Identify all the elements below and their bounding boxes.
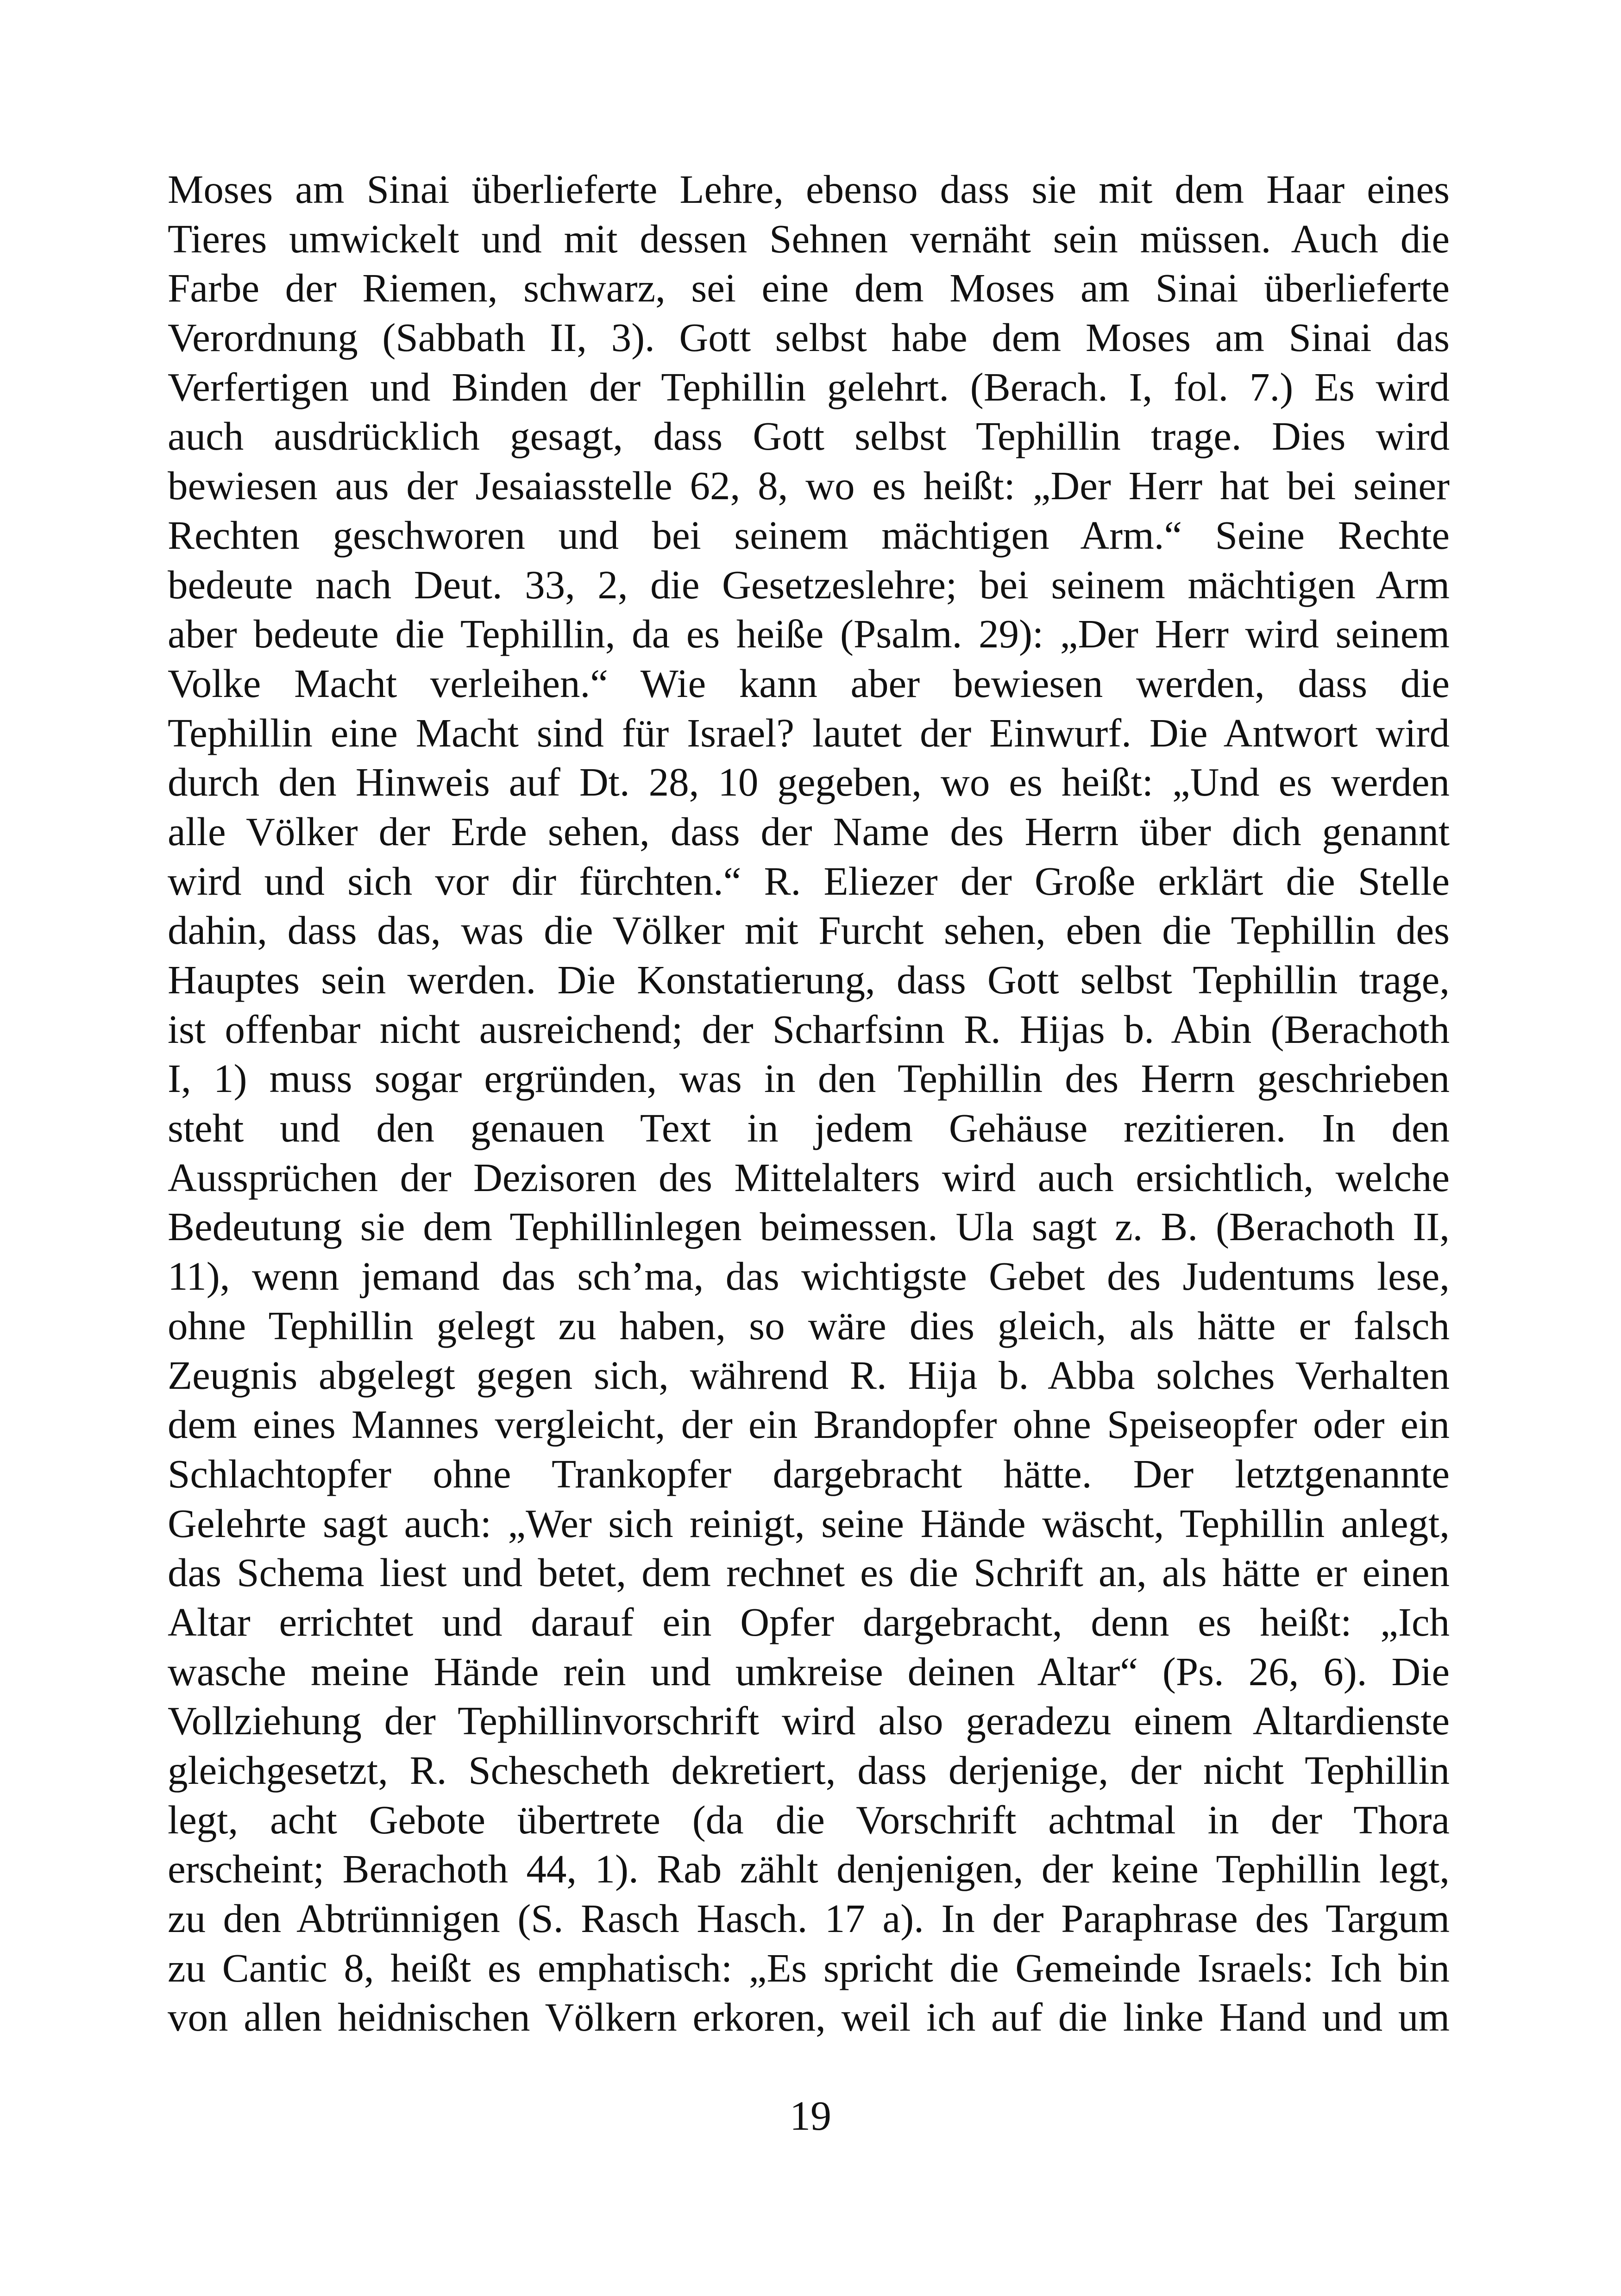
text-line: Volke Macht verleihen.“ Wie kann aber bewiesen werden, dass die	[168, 660, 1450, 706]
text-line: durch den Hinweis auf Dt. 28, 10 gegeben, wo es heißt: „Und es werden	[168, 759, 1450, 805]
text-line: das Schema liest und betet, dem rechnet es die Schrift an, als hätte er einen	[168, 1550, 1450, 1595]
text-line: alle Völker der Erde sehen, dass der Name des Herrn über dich genannt	[168, 809, 1450, 854]
text-line: Hauptes sein werden. Die Konstatierung, dass Gott selbst Tephillin trage,	[168, 957, 1450, 1002]
text-line: steht und den genauen Text in jedem Gehäuse rezitieren. In den	[168, 1105, 1450, 1151]
text-line: zu den Abtrünnigen (S. Rasch Hasch. 17 a). In der Paraphrase des Targum	[168, 1896, 1450, 1941]
text-line: Gelehrte sagt auch: „Wer sich reinigt, seine Hände wäscht, Tephillin anlegt,	[168, 1500, 1450, 1546]
text-line: Tephillin eine Macht sind für Israel? lautet der Einwurf. Die Antwort wird	[168, 710, 1450, 755]
text-line: erscheint; Berachoth 44, 1). Rab zählt denjenigen, der keine Tephillin legt,	[168, 1846, 1450, 1892]
text-line: I, 1) muss sogar ergründen, was in den Tephillin des Herrn geschrieben	[168, 1056, 1450, 1101]
text-line: Moses am Sinai überlieferte Lehre, ebenso dass sie mit dem Haar eines	[168, 167, 1450, 212]
text-line: gleichgesetzt, R. Schescheth dekretiert, dass derjenige, der nicht Tephillin	[168, 1748, 1450, 1793]
text-line: wird und sich vor dir fürchten.“ R. Eliezer der Große erklärt die Stelle	[168, 858, 1450, 903]
text-line: ist offenbar nicht ausreichend; der Scharfsinn R. Hijas b. Abin (Berachoth	[168, 1006, 1450, 1052]
text-line: dem eines Mannes vergleicht, der ein Brandopfer ohne Speiseopfer oder ein	[168, 1402, 1450, 1447]
text-line: Vollziehung der Tephillinvorschrift wird also geradezu einem Altardienste	[168, 1698, 1450, 1744]
text-line: Altar errichtet und darauf ein Opfer dargebracht, denn es heißt: „Ich	[168, 1599, 1450, 1644]
text-line: Aussprüchen der Dezisoren des Mittelalters wird auch ersichtlich, welche	[168, 1154, 1450, 1200]
text-line: Verfertigen und Binden der Tephillin gelehrt. (Berach. I, fol. 7.) Es wird	[168, 364, 1450, 409]
text-line: dahin, dass das, was die Völker mit Furcht sehen, eben die Tephillin des	[168, 908, 1450, 953]
text-line: Bedeutung sie dem Tephillinlegen beimessen. Ula sagt z. B. (Berachoth II,	[168, 1204, 1450, 1249]
text-line: zu Cantic 8, heißt es emphatisch: „Es spricht die Gemeinde Israels: Ich bin	[168, 1945, 1450, 1990]
text-line: ohne Tephillin gelegt zu haben, so wäre dies gleich, als hätte er falsch	[168, 1303, 1450, 1348]
text-line: bedeute nach Deut. 33, 2, die Gesetzeslehre; bei seinem mächtigen Arm	[168, 562, 1450, 607]
text-line: bewiesen aus der Jesaiasstelle 62, 8, wo es heißt: „Der Herr hat bei seiner	[168, 463, 1450, 508]
text-line: Tieres umwickelt und mit dessen Sehnen vernäht sein müssen. Auch die	[168, 216, 1450, 261]
text-line: Verordnung (Sabbath II, 3). Gott selbst habe dem Moses am Sinai das	[168, 315, 1450, 360]
body-text	[168, 165, 1450, 2042]
text-line: legt, acht Gebote übertrete (da die Vorschrift achtmal in der Thora	[168, 1797, 1450, 1842]
text-line: Schlachtopfer ohne Trankopfer dargebracht hätte. Der letztgenannte	[168, 1451, 1450, 1496]
text-line: aber bedeute die Tephillin, da es heiße (Psalm. 29): „Der Herr wird seinem	[168, 611, 1450, 657]
text-line: auch ausdrücklich gesagt, dass Gott selbst Tephillin trage. Dies wird	[168, 414, 1450, 459]
text-line: Zeugnis abgelegt gegen sich, während R. Hija b. Abba solches Verhalten	[168, 1352, 1450, 1398]
text-line: von allen heidnischen Völkern erkoren, weil ich auf die linke Hand und um	[168, 1995, 1450, 2040]
text-line: wasche meine Hände rein und umkreise deinen Altar“ (Ps. 26, 6). Die	[168, 1649, 1450, 1694]
text-line: Rechten geschworen und bei seinem mächtigen Arm.“ Seine Rechte	[168, 512, 1450, 558]
text-line: Farbe der Riemen, schwarz, sei eine dem Moses am Sinai überlieferte	[168, 265, 1450, 311]
page-number: 19	[790, 2093, 831, 2139]
text-line: 11), wenn jemand das sch’ma, das wichtigste Gebet des Judentums lese,	[168, 1254, 1450, 1299]
